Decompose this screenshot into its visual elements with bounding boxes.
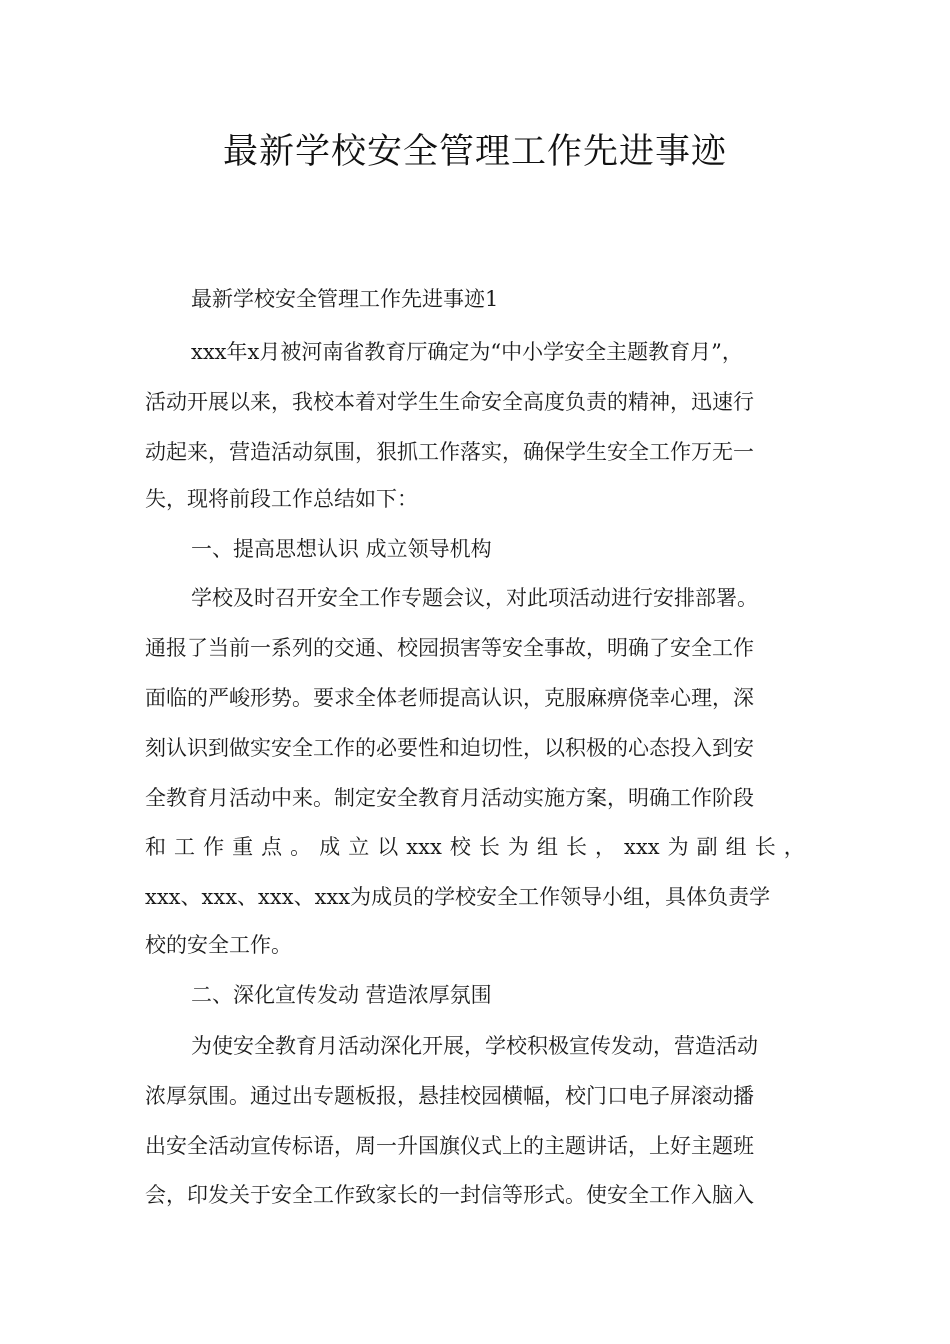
justified-glyph: 为 (507, 835, 529, 859)
paragraph-line: 浓厚氛围。通过出专题板报，悬挂校园横幅，校门口电子屏滚动播 (145, 1084, 754, 1108)
justified-glyph: 副 (696, 835, 718, 859)
justified-glyph: xxx (406, 835, 442, 859)
document-title: 最新学校安全管理工作先进事迹 (222, 132, 727, 172)
justified-glyph: 成 (319, 835, 341, 859)
subheading-line: 二、深化宣传发动 营造浓厚氛围 (191, 983, 492, 1007)
justified-glyph: 组 (536, 835, 558, 859)
justified-glyph: 立 (348, 835, 370, 859)
paragraph-line: 刻认识到做实安全工作的必要性和迫切性，以积极的心态投入到安 (145, 736, 754, 760)
paragraph-line: 全教育月活动中来。制定安全教育月活动实施方案，明确工作阶段 (145, 786, 754, 810)
paragraph-line: 活动开展以来，我校本着对学生生命安全高度负责的精神，迅速行 (145, 390, 754, 414)
paragraph-line: 动起来，营造活动氛围，狠抓工作落实，确保学生安全工作万无一 (145, 440, 754, 464)
justified-glyph: xxx (624, 835, 660, 859)
justified-glyph: 校 (449, 835, 471, 859)
justified-glyph: 作 (203, 835, 225, 859)
justified-glyph: 以 (377, 835, 399, 859)
paragraph-line: 会，印发关于安全工作致家长的一封信等形式。使安全工作入脑入 (145, 1183, 754, 1207)
justified-glyph: 长 (478, 835, 500, 859)
justified-glyph: 工 (174, 835, 196, 859)
justified-glyph: 。 (290, 835, 312, 859)
paragraph-line: 面临的严峻形势。要求全体老师提高认识，克服麻痹侥幸心理，深 (145, 686, 754, 710)
justified-glyph: 和 (145, 835, 166, 859)
justified-glyph: 长 (565, 835, 587, 859)
justified-glyph: 点 (261, 835, 283, 859)
paragraph-line: 通报了当前一系列的交通、校园损害等安全事故，明确了安全工作 (145, 636, 754, 660)
paragraph-line: 校的安全工作。 (145, 933, 292, 957)
paragraph-line: 出安全活动宣传标语，周一升国旗仪式上的主题讲话，上好主题班 (145, 1134, 754, 1158)
justified-glyph: 重 (232, 835, 254, 859)
justified-glyph: ， (783, 835, 805, 859)
justified-glyph: 为 (667, 835, 689, 859)
paragraph-line: xxx年x月被河南省教育厅确定为“中小学安全主题教育月”， (191, 340, 743, 364)
paragraph-line-justified (145, 832, 805, 862)
paragraph-line: 失，现将前段工作总结如下： (145, 487, 418, 511)
paragraph-line: 为使安全教育月活动深化开展，学校积极宣传发动，营造活动 (191, 1034, 758, 1058)
justified-glyph: 组 (725, 835, 747, 859)
section-heading: 最新学校安全管理工作先进事迹1 (191, 287, 499, 311)
justified-glyph: 长 (754, 835, 776, 859)
justified-glyph: ， (595, 835, 616, 859)
paragraph-line: 学校及时召开安全工作专题会议，对此项活动进行安排部署。 (191, 586, 758, 610)
subheading-line: 一、提高思想认识 成立领导机构 (191, 537, 492, 561)
paragraph-line: xxx、xxx、xxx、xxx为成员的学校安全工作领导小组，具体负责学 (145, 885, 771, 909)
